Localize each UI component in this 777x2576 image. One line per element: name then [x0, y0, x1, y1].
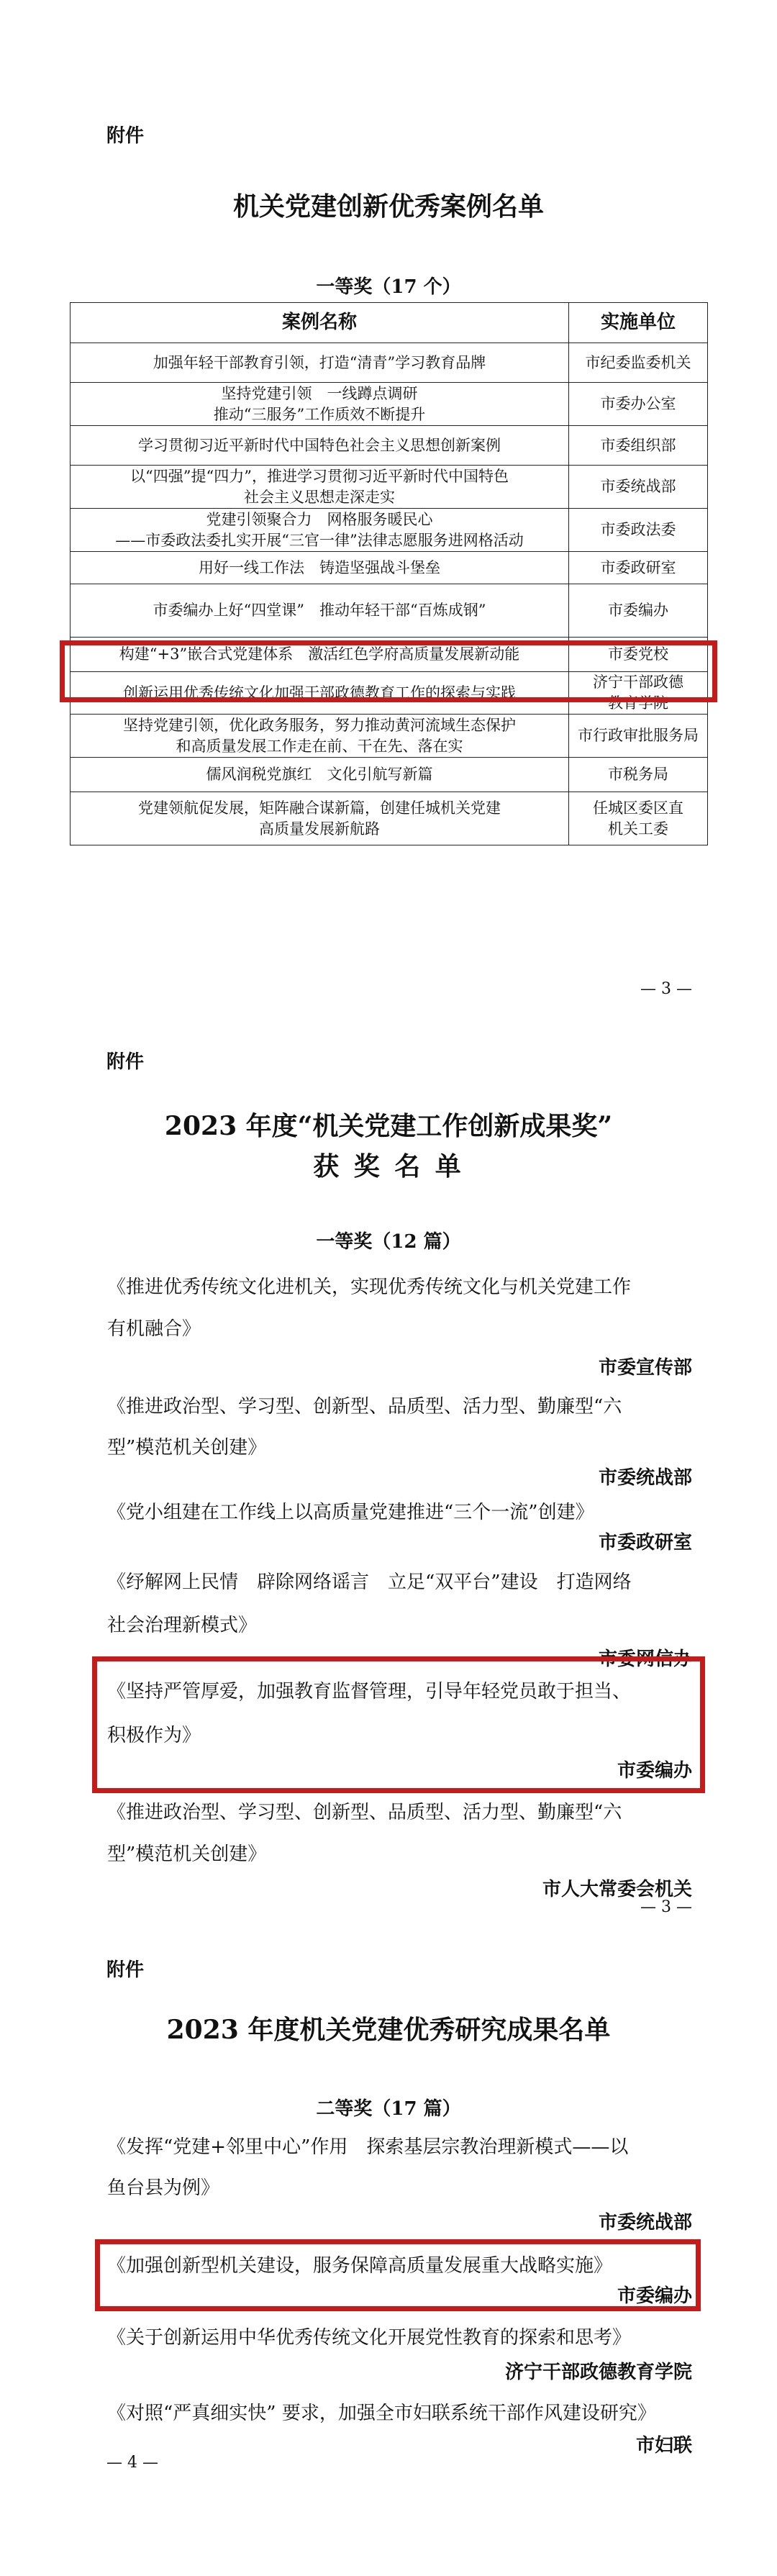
entry-unit: 市委编办: [617, 2285, 692, 2307]
entry-title-line: 积极作为》: [107, 1725, 201, 1746]
entry-title-line: 《推进政治型、学习型、创新型、品质型、活力型、勤廉型“六: [107, 1396, 622, 1418]
attachment-label: 附件: [106, 1051, 145, 1073]
entry-title-line: 《坚持严管厚爱，加强教育监督管理，引导年轻党员敢于担当、: [107, 1681, 632, 1702]
highlight-box: [60, 640, 717, 702]
case-name-cell: 市委编办上好“四堂课” 推动年轻干部“百炼成钢”: [71, 584, 569, 638]
attachment-label: 附件: [106, 1959, 145, 1981]
entry-unit: 市委统战部: [598, 1467, 692, 1489]
entry-title-line: 型”模范机关创建》: [107, 1437, 267, 1459]
table-row: [71, 383, 708, 426]
entry-title-line: 《关于创新运用中华优秀传统文化开展党性教育的探索和思考》: [107, 2327, 632, 2349]
unit-cell: 任城区委区直 机关工委: [569, 792, 708, 845]
unit-cell: 市委编办: [569, 584, 708, 638]
case-name-cell: 坚持党建引领，优化政务服务，努力推动黄河流域生态保护 和高质量发展工作走在前、干在先、落在实: [71, 715, 569, 758]
doc-title: 2023 年度机关党建优秀研究成果名单: [166, 2015, 611, 2045]
unit-cell: 市委组织部: [569, 426, 708, 466]
case-name-cell: 加强年轻干部教育引领，打造“清青”学习教育品牌: [71, 343, 569, 383]
entry-unit: 济宁干部政德教育学院: [504, 2362, 692, 2383]
table-row: [71, 466, 708, 509]
unit-cell: 市纪委监委机关: [569, 343, 708, 383]
unit-cell: 市委统战部: [569, 466, 708, 509]
unit-cell: 市委政研室: [569, 552, 708, 584]
entry-unit: 市委编办: [617, 1760, 692, 1782]
entry-unit: 市委政研室: [598, 1532, 692, 1554]
header-unit: 实施单位: [569, 303, 708, 343]
entry-unit: 市委统战部: [598, 2212, 692, 2233]
table-row: [71, 792, 708, 845]
table-row: [71, 343, 708, 383]
table-row: [71, 509, 708, 552]
case-name-cell: 构建“+3”嵌合式党建体系 激活红色学府高质量发展新动能: [71, 638, 569, 672]
highlight-box: [92, 1656, 705, 1793]
unit-cell: 市委政法委: [569, 509, 708, 552]
doc-title-line1: 2023 年度“机关党建工作创新成果奖”: [164, 1111, 613, 1141]
entry-title-line: 鱼台县为例》: [107, 2177, 220, 2199]
entry-title-line: 《发挥“党建+邻里中心”作用 探索基层宗教治理新模式——以: [107, 2136, 629, 2158]
case-name-cell: 儒风润税党旗红 文化引航写新篇: [71, 758, 569, 792]
doc-title-line2: 获 奖 名 单: [313, 1151, 464, 1182]
page-number: — 4 —: [106, 2454, 158, 2472]
unit-cell: 市委党校: [569, 638, 708, 672]
highlight-box: [95, 2239, 701, 2311]
page-number: — 3 —: [640, 980, 692, 998]
unit-cell: 济宁干部政德 教育学院: [569, 672, 708, 715]
attachment-label: 附件: [106, 125, 145, 147]
prize-heading: 一等奖（12 篇）: [316, 1231, 461, 1253]
unit-cell: 市行政审批服务局: [569, 715, 708, 758]
entry-unit: 市委网信办: [598, 1648, 692, 1670]
table-row: [71, 584, 708, 638]
entry-title-line: 《党小组建在工作线上以高质量党建推进“三个一流”创建》: [107, 1502, 594, 1523]
case-name-cell: 学习贯彻习近平新时代中国特色社会主义思想创新案例: [71, 426, 569, 466]
case-name-cell: 用好一线工作法 铸造坚强战斗堡垒: [71, 552, 569, 584]
prize-heading: 二等奖（17 篇）: [316, 2098, 461, 2120]
table-row: [71, 552, 708, 584]
entry-unit: 市妇联: [635, 2435, 692, 2457]
entry-title-line: 《推进优秀传统文化进机关，实现优秀传统文化与机关党建工作: [107, 1276, 632, 1298]
entry-title-line: 社会治理新模式》: [107, 1615, 258, 1636]
entry-unit: 市人大常委会机关: [542, 1879, 692, 1900]
case-name-cell: 坚持党建引领 一线蹲点调研 推动“三服务”工作质效不断提升: [71, 383, 569, 426]
doc-title: 机关党建创新优秀案例名单: [232, 191, 544, 222]
case-name-cell: 党建引领聚合力 网格服务暖民心 ——市委政法委扎实开展“三官一律”法律志愿服务进网格活动: [71, 509, 569, 552]
unit-cell: 市税务局: [569, 758, 708, 792]
entry-unit: 市委宣传部: [598, 1357, 692, 1379]
entry-title-line: 《纾解网上民情 辟除网络谣言 立足“双平台”建设 打造网络: [107, 1572, 632, 1593]
case-name-cell: 党建领航促发展，矩阵融合谋新篇，创建任城机关党建 高质量发展新航路: [71, 792, 569, 845]
unit-cell: 市委办公室: [569, 383, 708, 426]
case-name-cell: 以“四强”提“四力”，推进学习贯彻习近平新时代中国特色 社会主义思想走深走实: [71, 466, 569, 509]
table-row: [71, 426, 708, 466]
cases-table: [70, 302, 708, 845]
header-case-name: 案例名称: [71, 303, 569, 343]
table-row: [71, 758, 708, 792]
entry-title-line: 有机融合》: [107, 1318, 201, 1340]
entry-title-line: 《推进政治型、学习型、创新型、品质型、活力型、勤廉型“六: [107, 1802, 622, 1823]
entry-title-line: 《加强创新型机关建设，服务保障高质量发展重大战略实施》: [107, 2255, 613, 2277]
table-row: [71, 715, 708, 758]
prize-heading: 一等奖（17 个）: [316, 276, 461, 298]
page-number: — 3 —: [640, 1898, 692, 1916]
entry-title-line: 《对照“严真细实快” 要求，加强全市妇联系统干部作风建设研究》: [107, 2403, 656, 2424]
case-name-cell: 创新运用优秀传统文化加强干部政德教育工作的探索与实践: [71, 672, 569, 715]
entry-title-line: 型”模范机关创建》: [107, 1843, 267, 1865]
